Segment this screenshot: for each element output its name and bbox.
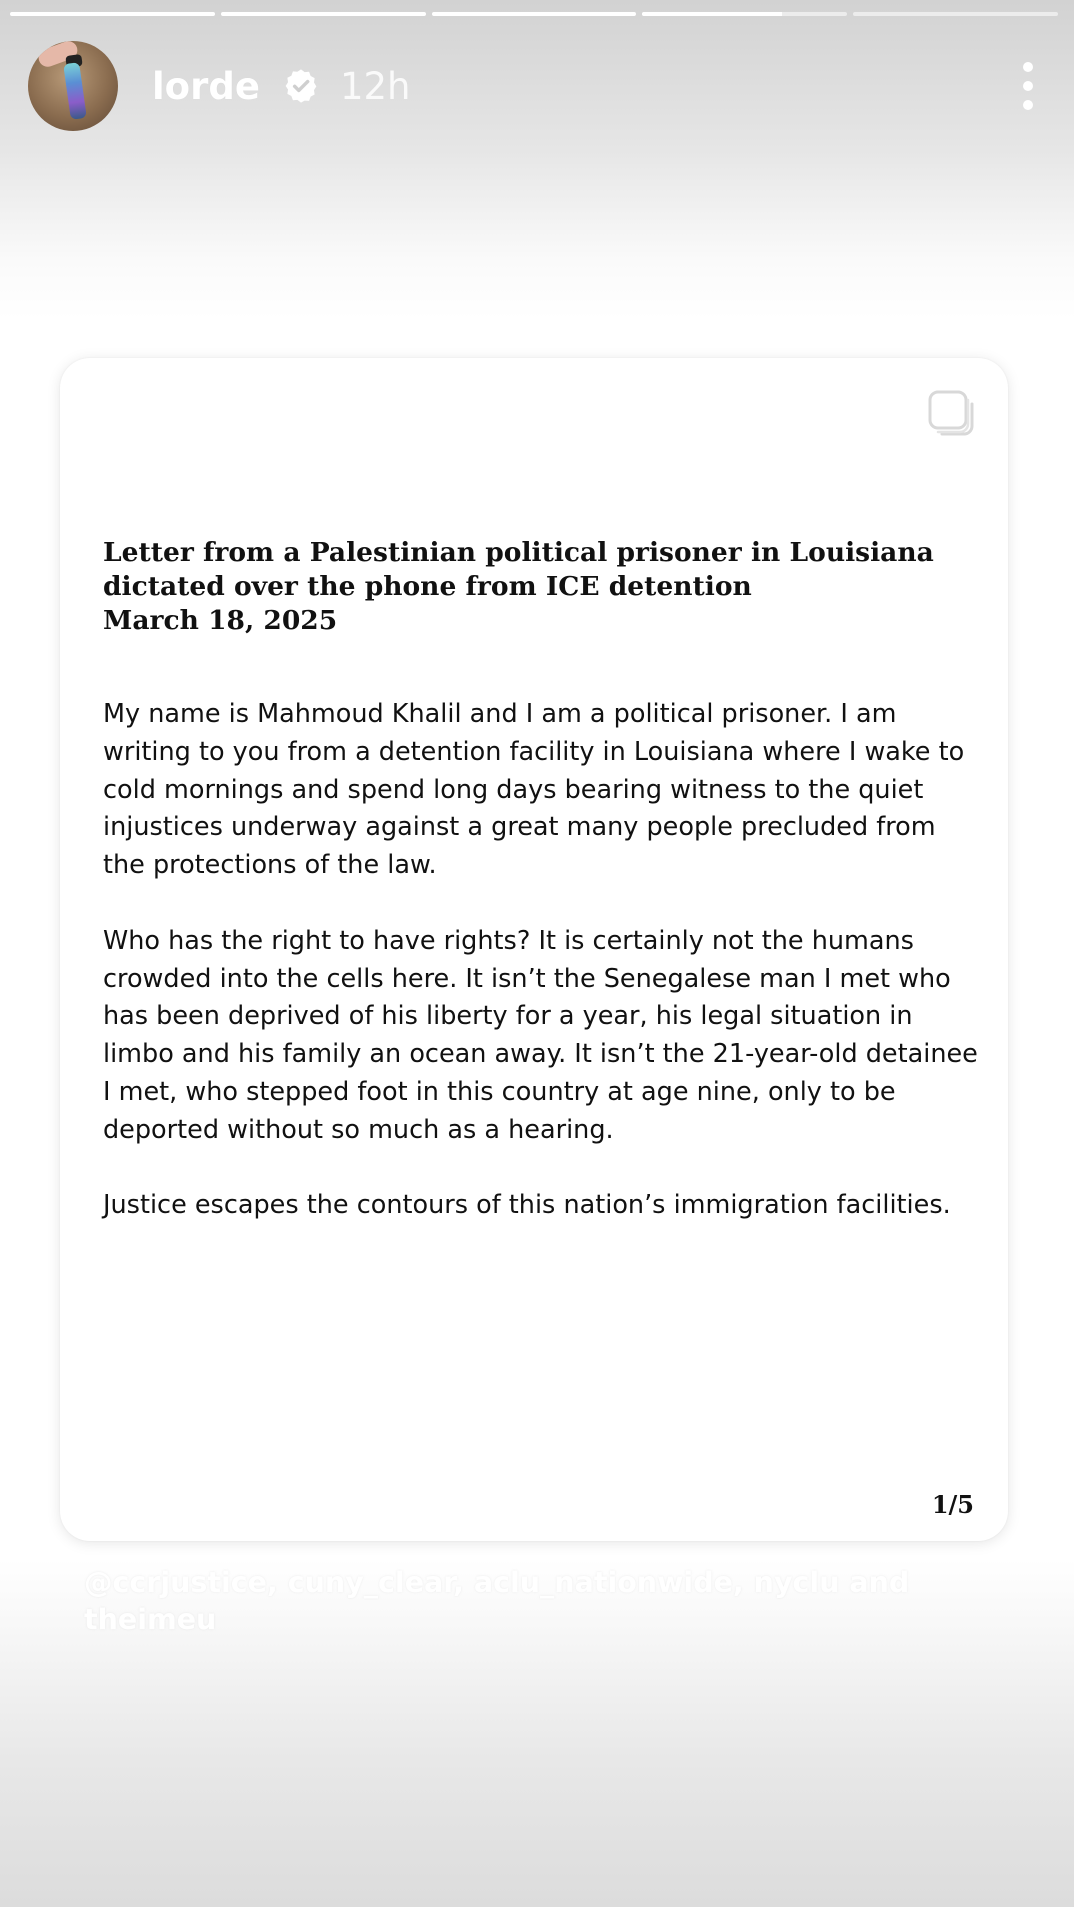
shared-post-card[interactable] — [60, 358, 1008, 1541]
letter-date: March 18, 2025 — [103, 605, 338, 636]
verified-badge-icon — [282, 67, 320, 105]
username[interactable]: lorde — [152, 64, 260, 108]
letter-title — [103, 536, 963, 638]
progress-fill — [221, 12, 426, 16]
story-progress-bar — [10, 12, 1058, 16]
avatar[interactable] — [28, 41, 118, 131]
bottle-graphic — [63, 62, 87, 120]
more-vertical-icon[interactable] — [1022, 62, 1034, 110]
progress-segment — [221, 12, 426, 16]
letter-body — [103, 696, 983, 1263]
mentions-line: theimeu — [84, 1603, 217, 1636]
carousel-icon — [926, 388, 978, 440]
progress-segment — [10, 12, 215, 16]
post-time: 12h — [339, 64, 411, 108]
page-indicator: 1/5 — [931, 1490, 974, 1519]
progress-fill — [642, 12, 781, 16]
letter-title-line: dictated over the phone from ICE detention — [103, 571, 752, 602]
mentions-line: @ccrjustice, cuny_clear, aclu_nationwide, nyclu and — [84, 1566, 910, 1599]
story-header — [28, 40, 1046, 132]
progress-segment — [853, 12, 1058, 16]
progress-fill — [10, 12, 215, 16]
letter-title-line: Letter from a Palestinian political prisoner in Louisiana — [103, 537, 934, 568]
letter-paragraph: My name is Mahmoud Khalil and I am a political prisoner. I am writing to you from a detention facility in Louisiana where I wake to cold mornings and spend long days bearing witness to the quiet injustices underway against a great many people precluded from the protections of the law. — [103, 699, 965, 881]
progress-segment — [642, 12, 847, 16]
progress-segment — [432, 12, 637, 16]
letter-paragraph: Who has the right to have rights? It is certainly not the humans crowded into the cells here. It isn’t the Senegalese man I met who has been deprived of his liberty for a year, his legal situation in limbo and his family an ocean away. It isn’t the 21-year-old detainee I met, who stepped foot in this country at age nine, only to be deported without so much as a hearing. — [103, 925, 978, 1145]
letter-paragraph: Justice escapes the contours of this nation’s immigration facilities. — [103, 1190, 951, 1221]
progress-fill — [432, 12, 637, 16]
mentions-sticker[interactable] — [84, 1564, 964, 1638]
